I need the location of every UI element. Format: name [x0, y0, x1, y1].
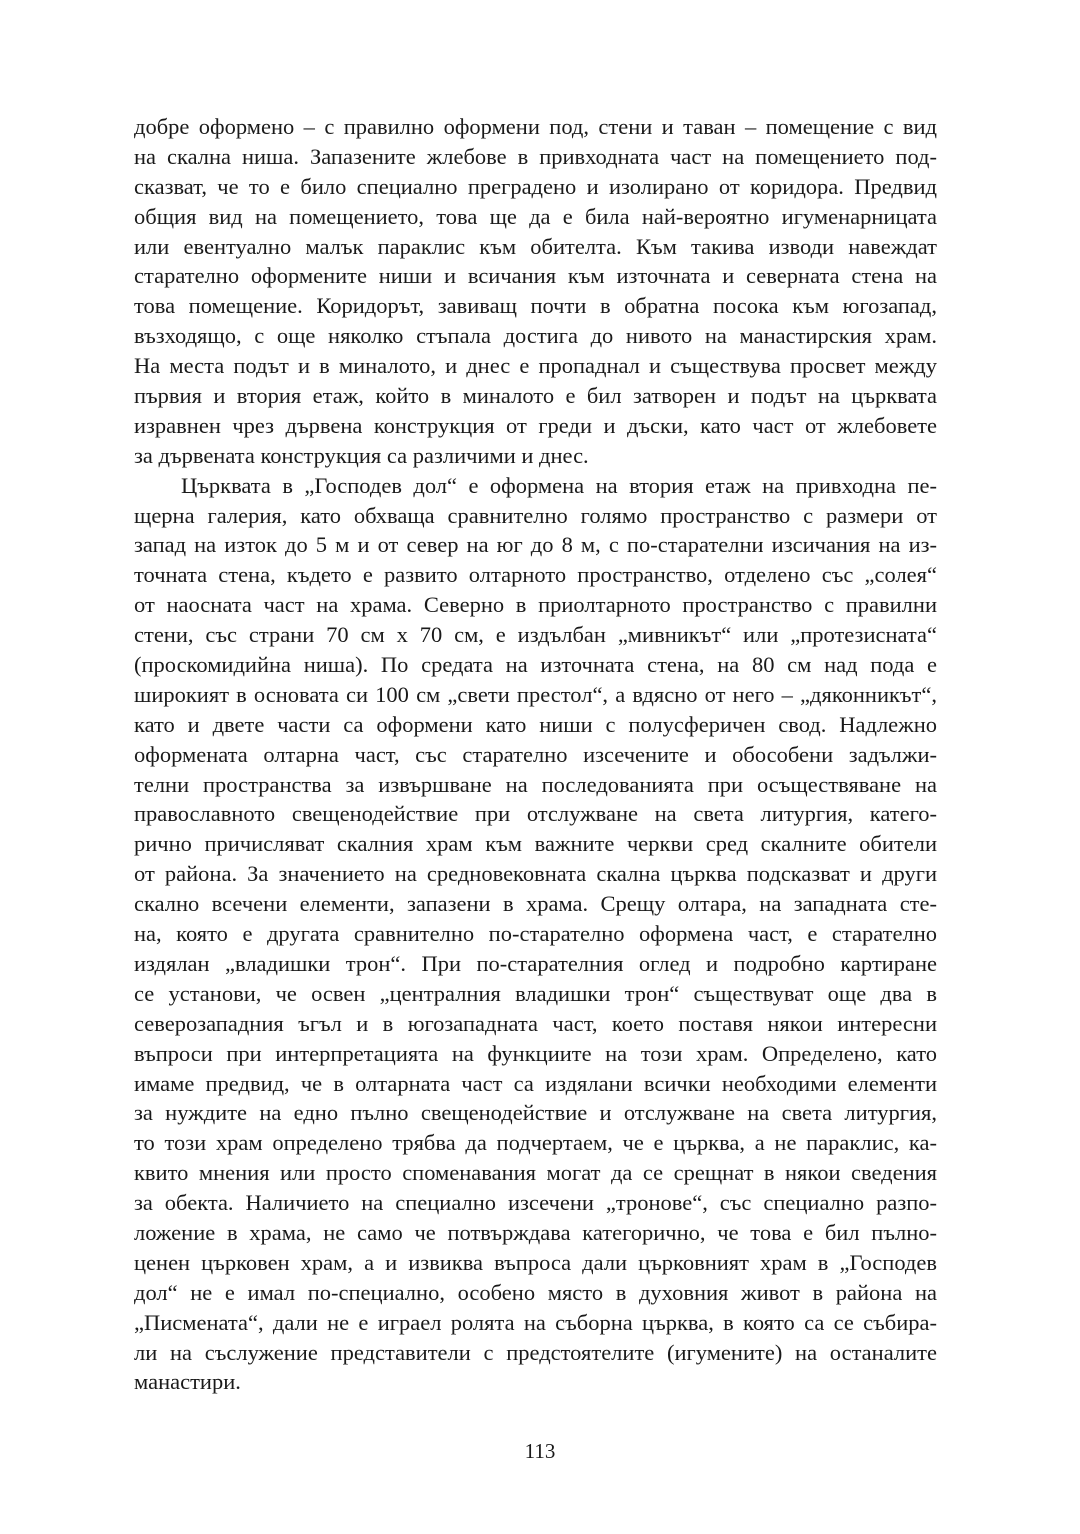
text-line: за нуждите на едно пълно свещенодействие и отслужване на света литургия, — [134, 1100, 937, 1126]
text-line: православното свещенодействие при отслужване на света литургия, катего- — [134, 801, 937, 827]
text-line: широкият в основата си 100 см „свети престол“, а вдясно от него – „дяконникът“, — [134, 681, 937, 707]
text-line: имаме предвид, че в олтарната част са издялани всички необходими елементи — [134, 1070, 937, 1096]
text-line: „Писмената“, дали не е играел ролята на съборна църква, в която са се събира- — [134, 1309, 937, 1335]
paragraph — [134, 112, 937, 471]
text-line: (проскомидийна ниша). По средата на източната стена, на 80 см над пода е — [134, 652, 937, 678]
paragraph — [134, 471, 937, 1398]
text-line: на, която е другата сравнително по-старателно оформена част, е старателно — [134, 921, 937, 947]
text-line: въпроси при интерпретацията на функциите на този храм. Определено, като — [134, 1040, 937, 1066]
text-line: изравнен чрез дървена конструкция от греди и дъски, като част от жлебовете — [134, 412, 937, 438]
text-line: това помещение. Коридорът, завиващ почти в обратна посока към югозапад, — [134, 293, 937, 319]
text-line: или евентуално малък параклис към обителта. Към такива изводи навеждат — [134, 233, 937, 259]
text-line: общия вид на помещението, това ще да е била най-вероятно игуменарницата — [134, 203, 937, 229]
text-line: квито мнения или просто споменавания могат да се срещнат в някои сведения — [134, 1160, 937, 1186]
text-line: запад на изток до 5 м и от север на юг до 8 м, с по-старателни изсичания на из- — [134, 532, 937, 558]
text-line: щерна галерия, като обхваща сравнително голямо пространство с размери от — [134, 502, 937, 528]
text-line: от наосната част на храма. Северно в приолтарното пространство с правилни — [134, 592, 937, 618]
text-line: на скална ниша. Запазените жлебове в привходната част на помещението под- — [134, 143, 937, 169]
text-line: оформената олтарна част, със старателно изсечените и обособени задължи- — [134, 741, 937, 767]
text-line: то този храм определено трябва да подчертаем, че е църква, а не параклис, ка- — [134, 1130, 937, 1156]
text-line: възходящо, с още няколко стъпала достига до нивото на манастирския храм. — [134, 323, 937, 349]
text-line: добре оформено – с правилно оформени под, стени и таван – помещение с вид — [134, 114, 937, 139]
text-line: от района. За значението на средновековната скална църква подсказват и други — [134, 861, 937, 887]
text-line: се установи, че освен „централния владишки трон“ съществуват още два в — [134, 980, 937, 1006]
text-line: манастири. — [134, 1369, 241, 1395]
body-text — [134, 112, 937, 1397]
text-line: скално всечени елементи, запазени в храма. Срещу олтара, на западната сте- — [134, 891, 937, 917]
text-line: ли на съслужение представители с предстоятелите (игумените) на останалите — [134, 1339, 937, 1365]
page-number: 113 — [524, 1439, 556, 1463]
text-line: като и двете части са оформени като ниши с полусферичен свод. Надлежно — [134, 711, 937, 737]
text-line: за обекта. Наличието на специално изсечени „тронове“, със специално разпо- — [134, 1190, 937, 1216]
text-line: дол“ не е имал по-специално, особено място в духовния живот в района на — [134, 1279, 937, 1305]
text-line: сказват, че то е било специално преградено и изолирано от коридора. Предвид — [134, 173, 937, 199]
text-line: ложение в храма, не само че потвърждава категорично, че това е бил пълно- — [134, 1219, 937, 1245]
text-line: стени, със страни 70 см х 70 см, е издълбан „мивникът“ или „протезисната“ — [134, 622, 937, 648]
text-line: рично причисляват скалния храм към важните черкви сред скалните обители — [134, 831, 937, 857]
text-line: първия и втория етаж, който в миналото е бил затворен и подът на църквата — [134, 383, 937, 409]
text-line: ценен църковен храм, а и извиква въпроса дали църковният храм в „Господев — [134, 1249, 937, 1275]
text-line: северозападния ъгъл и в югозападната част, което поставя някои интересни — [134, 1010, 937, 1036]
text-line: телни пространства за извършване на последованията при осъществяване на — [134, 771, 937, 797]
text-line: точната стена, където е развито олтарното пространство, отделено със „солея“ — [134, 562, 937, 588]
text-line: На места подът и в миналото, и днес е пропаднал и съществува просвет между — [134, 353, 937, 379]
text-line: за дървената конструкция са различими и днес. — [134, 442, 589, 468]
text-line: издялан „владишки трон“. При по-старателния оглед и подробно картиране — [134, 950, 937, 976]
text-line: старателно оформените ниши и всичания към източната и северната стена на — [134, 263, 937, 289]
text-line: Църквата в „Господев дол“ е оформена на втория етаж на привходна пе- — [181, 472, 937, 498]
